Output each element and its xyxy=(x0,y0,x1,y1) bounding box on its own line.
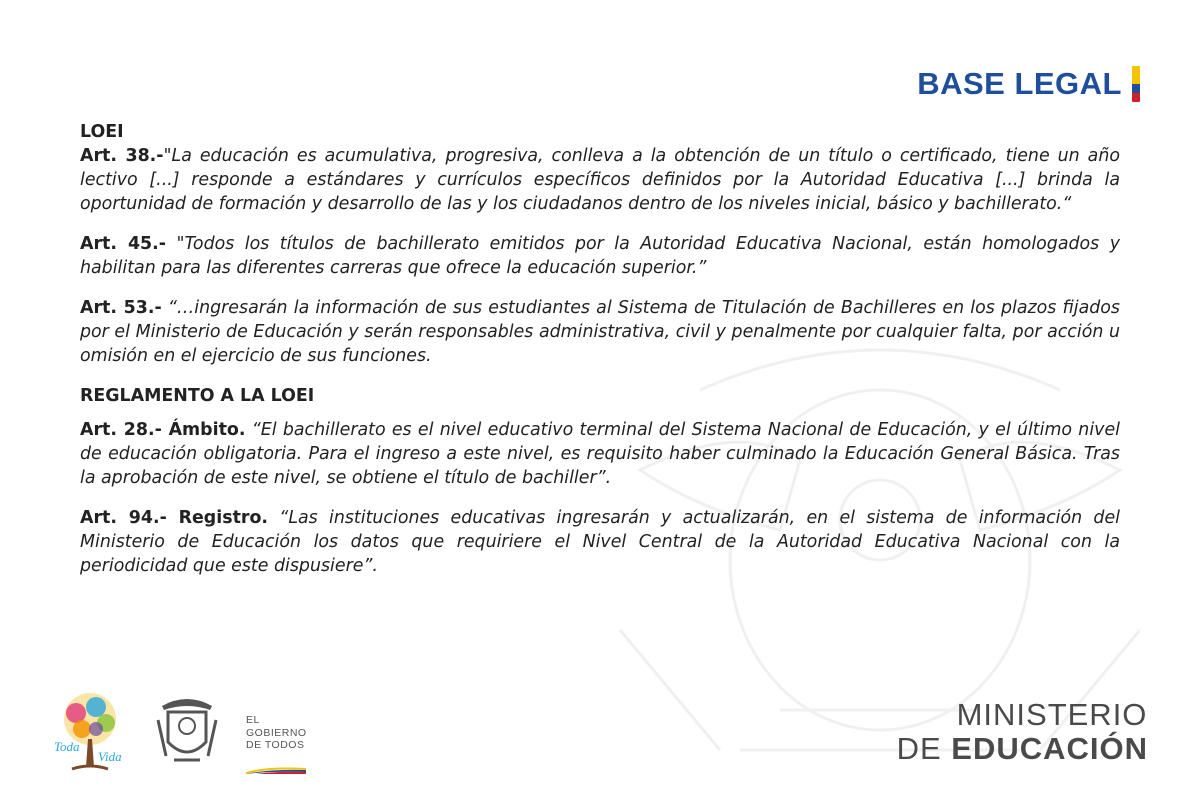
article-53-text: “…ingresarán la información de sus estudiantes al Sistema de Titulación de Bachilleres en los plazos fijados por el Ministerio de Educación y serán responsables administrativa, civil y penalmente por cualquier falta, por acción u omisión en el ejercicio de sus funciones. xyxy=(80,298,1120,366)
article-28-label: Art. 28.- Ámbito. xyxy=(80,420,246,440)
toda-una-vida-text: Toda xyxy=(54,739,80,754)
de-educacion-line xyxy=(897,732,1148,766)
article-28 xyxy=(80,418,1120,490)
svg-text:Vida: Vida xyxy=(98,749,122,764)
header xyxy=(917,66,1140,102)
article-45 xyxy=(80,232,1120,280)
footer-logos xyxy=(52,688,307,778)
gobierno-line1: EL xyxy=(246,714,260,727)
article-38 xyxy=(80,144,1120,216)
section-heading-loei: LOEI xyxy=(80,122,124,142)
tricolor-stripe-icon xyxy=(246,766,306,774)
ministerio-educacion-logo xyxy=(897,698,1148,766)
article-53-label: Art. 53.- xyxy=(80,298,162,318)
coat-of-arms-icon xyxy=(154,696,220,770)
page-title: BASE LEGAL xyxy=(917,66,1122,101)
article-53 xyxy=(80,296,1120,368)
article-45-label: Art. 45.- xyxy=(80,234,166,254)
ministerio-line: MINISTERIO xyxy=(956,697,1148,732)
article-94-text: “Las instituciones educativas ingresarán y actualizarán, en el sistema de información del Ministerio de Educación los datos que requiriere el Nivel Central de la Autoridad Educativa Nacional con la periodicidad que este dispusiere”. xyxy=(80,508,1120,576)
flag-bar-icon xyxy=(1132,66,1140,102)
article-38-label: Art. 38.- xyxy=(80,146,164,166)
gobierno-line2: GOBIERNO xyxy=(246,726,307,739)
article-28-text: “El bachillerato es el nivel educativo terminal del Sistema Nacional de Educación, y el último nivel de educación obligatoria. Para el ingreso a este nivel, es requisito haber culminado la Educación General Básica. Tras la aprobación de este nivel, se obtiene el título de bachiller”. xyxy=(80,420,1120,488)
article-38-text: "La educación es acumulativa, progresiva, conlleva a la obtención de un título o certificado, tiene un año lectivo [...] responde a estándares y currículos específicos definidos por la Autoridad Educativa [...] brinda la oportunidad de formación y desarrollo de las y los ciudadanos dentro de los niveles inicial, básico y bachillerato.“ xyxy=(80,146,1120,214)
article-94 xyxy=(80,506,1120,578)
gobierno-line3: DE TODOS xyxy=(246,739,305,752)
article-94-label: Art. 94.- Registro. xyxy=(80,508,269,528)
ministerio-educacion-text: EDUCACIÓN xyxy=(951,731,1148,766)
section-heading-reglamento: REGLAMENTO A LA LOEI xyxy=(80,386,315,406)
gobierno-de-todos-logo xyxy=(246,714,307,752)
legal-content xyxy=(80,120,1120,578)
ministerio-de-text: DE xyxy=(896,731,952,766)
toda-una-vida-tree-logo xyxy=(52,689,128,777)
article-45-text: "Todos los títulos de bachillerato emitidos por la Autoridad Educativa Nacional, están homologados y habilitan para las diferentes carreras que ofrece la educación superior.” xyxy=(80,234,1120,278)
